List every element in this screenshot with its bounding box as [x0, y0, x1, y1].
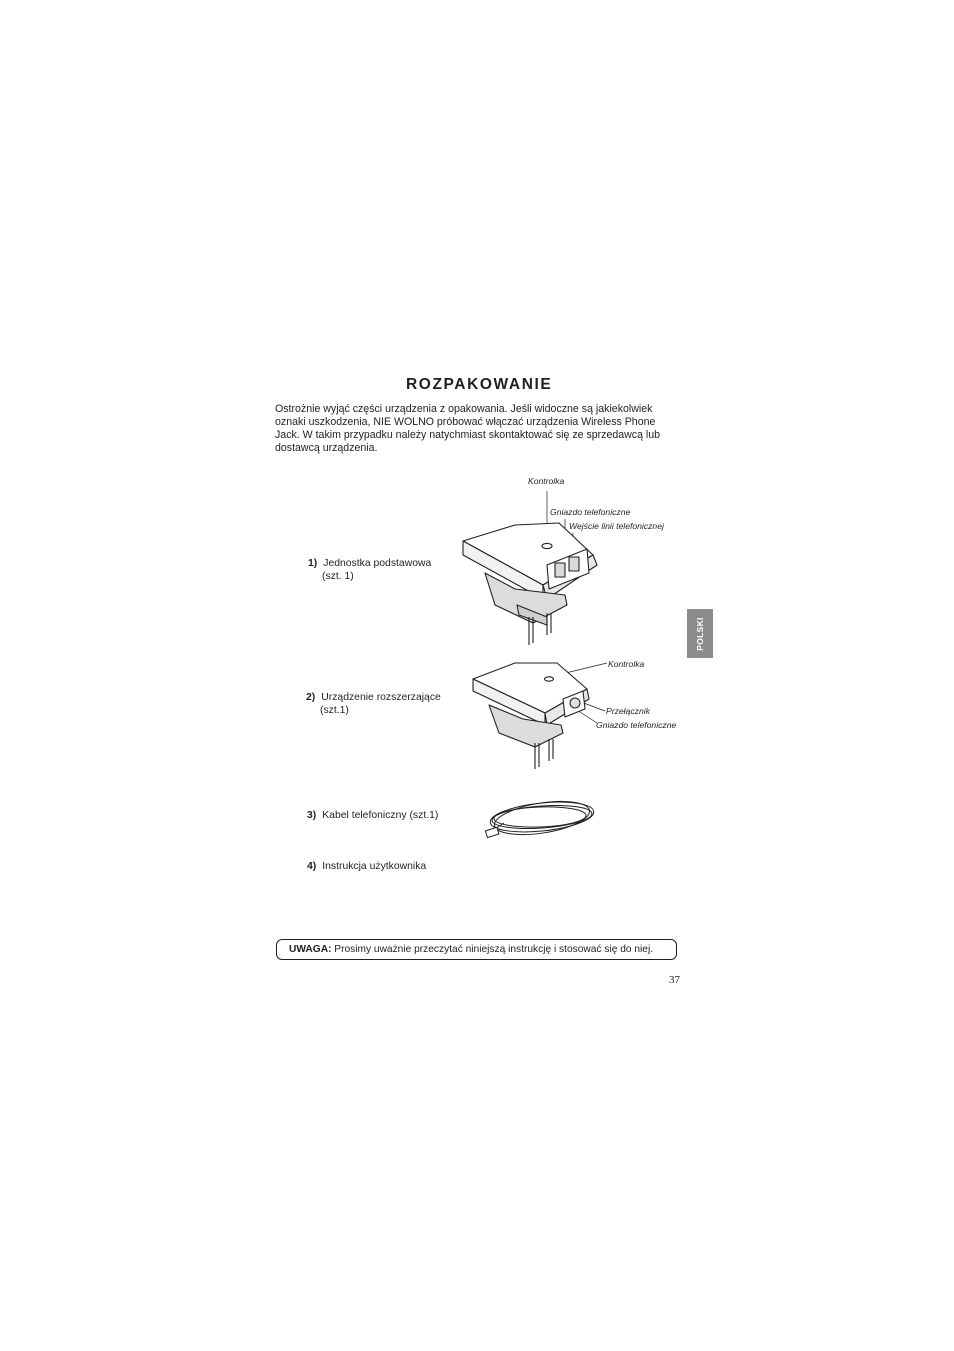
callout-ext-phone-socket: Gniazdo telefoniczne — [596, 720, 677, 730]
language-tab — [687, 609, 713, 658]
item-number: 3) — [307, 810, 317, 821]
base-unit-illustration — [455, 485, 615, 655]
item-number: 1) — [308, 558, 318, 569]
item-label: Kabel telefoniczny (szt.1) — [322, 810, 439, 821]
intro-line: Ostrożnie wyjąć części urządzenia z opakowania. Jeśli widoczne są jakiekolwiek — [275, 403, 653, 415]
item-label: Urządzenie rozszerzające — [321, 692, 441, 703]
item-number: 2) — [306, 692, 316, 703]
item-number: 4) — [307, 861, 317, 872]
item-base-unit — [308, 557, 431, 583]
callout-base-phone-socket: Gniazdo telefoniczne — [550, 507, 631, 517]
intro-line: oznaki uszkodzenia, NIE WOLNO próbować włączać urządzenia Wireless Phone — [275, 416, 656, 428]
note-box — [276, 939, 677, 960]
callout-ext-switch: Przełącznik — [606, 706, 650, 716]
item-label: Jednostka podstawowa — [323, 558, 432, 569]
phone-cable-illustration — [484, 797, 596, 841]
item-label: Instrukcja użytkownika — [322, 861, 427, 872]
item-extender — [306, 691, 441, 717]
note-text: Prosimy uważnie przeczytać niniejszą instrukcję i stosować się do niej. — [331, 944, 654, 955]
item-quantity: (szt.1) — [320, 705, 349, 716]
callout-base-line-input: Wejście linii telefonicznej — [569, 521, 664, 531]
section-title: ROZPAKOWANIE — [406, 376, 553, 393]
intro-line: Jack. W takim przypadku należy natychmiast skontaktować się ze sprzedawcą lub — [275, 429, 661, 441]
intro-paragraph — [275, 403, 695, 455]
item-phone-cable — [307, 809, 438, 822]
extender-illustration — [465, 655, 615, 775]
language-tab-label: POLSKI — [695, 616, 705, 651]
page-number: 37 — [669, 974, 680, 986]
item-user-manual — [307, 860, 426, 873]
callout-ext-indicator: Kontrolka — [608, 659, 645, 669]
callout-base-indicator: Kontrolka — [528, 476, 565, 486]
item-quantity: (szt. 1) — [322, 571, 354, 582]
note-label: UWAGA: — [289, 944, 332, 955]
intro-line: dostawcą urządzenia. — [275, 442, 378, 454]
